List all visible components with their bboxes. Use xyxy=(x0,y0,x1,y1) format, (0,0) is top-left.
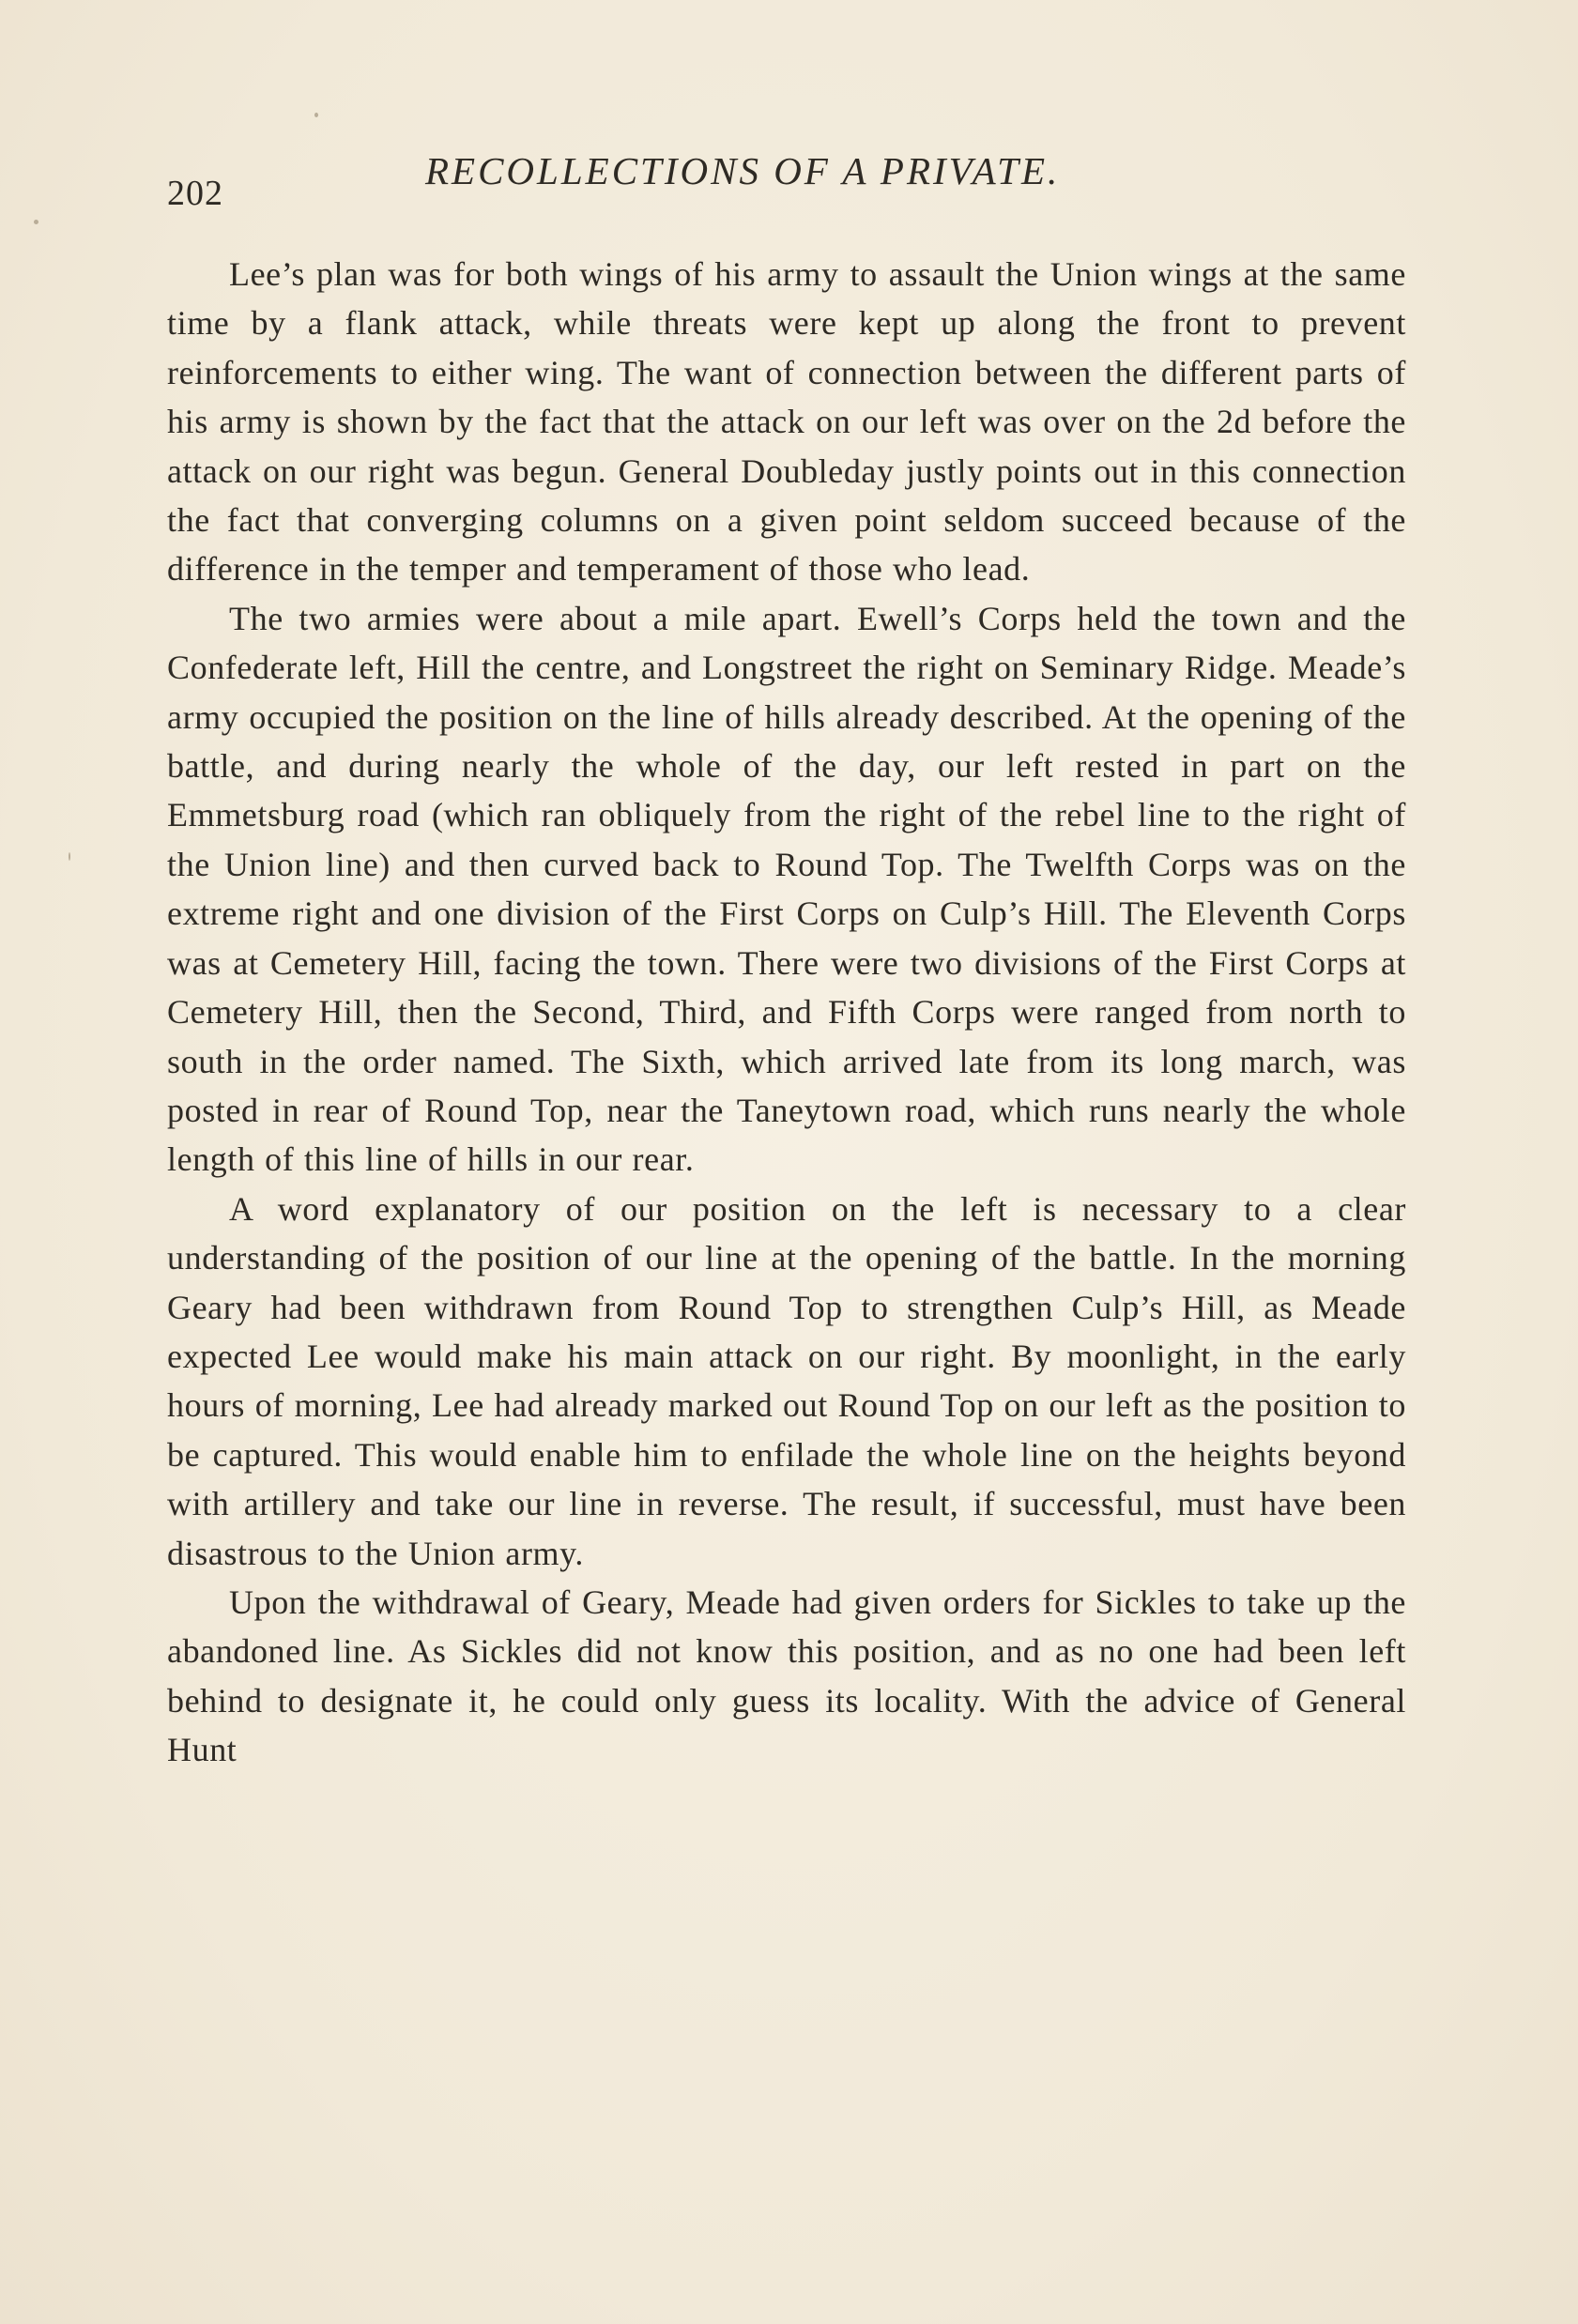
paragraph-lee-plan: Lee’s plan was for both wings of his army to assault the Union wings at the same time by a flank attack, while threats were kept up along the front to prevent reinforcements to either wing. The want of connection between the different parts of his army is shown by the fact that the attack on our left was over on the 2d before the attack on our right was begun. General Doubleday justly points out in this connection the fact that converging columns on a given point seldom succeed because of the difference in the temper and temperament of those who lead. xyxy=(167,255,1406,589)
paper-speck xyxy=(69,852,70,861)
paragraph-left-position: A word explanatory of our position on the left is necessary to a clear understanding of the position of our line at the opening of the battle. In the morning Geary had been withdrawn from Round Top to strengthen Culp’s Hill, as Meade expected Lee would make his main attack on our right. By moonlight, in the early hours of morning, Lee had already marked out Round Top on our left as the position to be captured. This would enable him to enfilade the whole line on the heights beyond with artillery and take our line in reverse. The result, if successful, must have been disastrous to the Union army. xyxy=(167,1189,1406,1572)
running-title: RECOLLECTIONS OF A PRIVATE. xyxy=(425,149,1061,192)
page-header xyxy=(167,148,1406,213)
paper-speck xyxy=(314,113,318,117)
paragraph-armies-position: The two armies were about a mile apart. Ewell’s Corps held the town and the Confederate left, Hill the centre, and Longstreet the right on Seminary Ridge. Meade’s army occupied the position on the line of hills already described. At the opening of the battle, and during nearly the whole of the day, our left rested in part on the Emmetsburg road (which ran obliquely from the right of the rebel line to the right of the Union line) and then curved back to Round Top. The Twelfth Corps was on the extreme right and one division of the First Corps on Culp’s Hill. The Eleventh Corps was at Cemetery Hill, facing the town. There were two divisions of the First Corps at Cemetery Hill, then the Second, Third, and Fifth Corps were ranged from north to south in the order named. The Sixth, which arrived late from its long march, was posted in rear of Round Top, near the Taneytown road, which runs nearly the whole length of this line of hills in our rear. xyxy=(167,599,1406,1179)
paragraph-geary-withdrawal: Upon the withdrawal of Geary, Meade had given orders for Sickles to take up the abandoned line. As Sickles did not know this position, and as no one had been left behind to designate it, he could only guess its locality. With the advice of General Hunt xyxy=(167,1582,1406,1769)
page-number: 202 xyxy=(167,174,223,213)
body-text xyxy=(167,250,1406,1775)
paper-speck xyxy=(34,220,38,224)
